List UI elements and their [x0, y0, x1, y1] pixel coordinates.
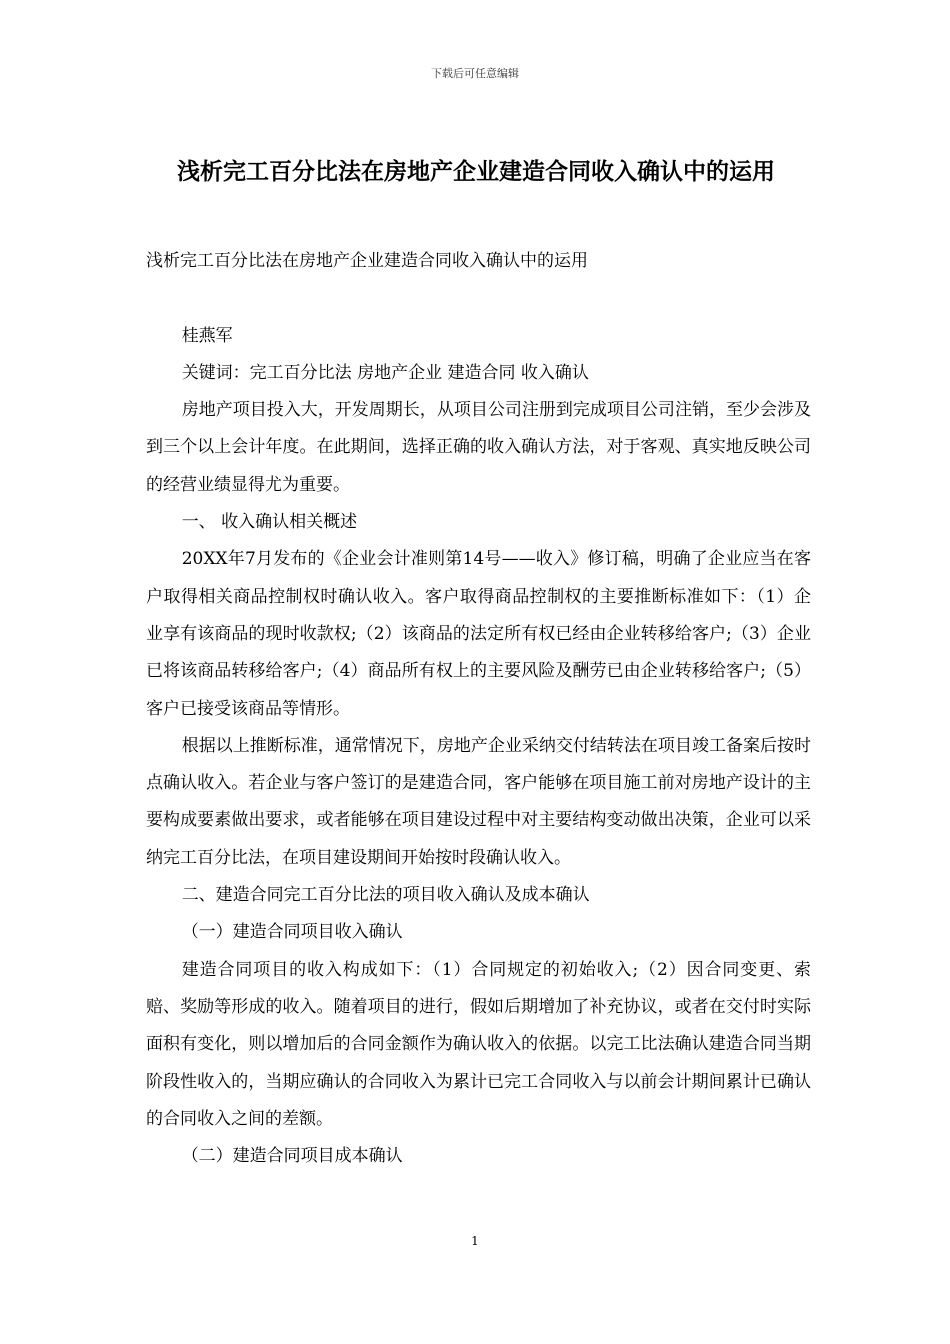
author: 桂燕军: [181, 325, 233, 346]
blank-line: [146, 280, 811, 317]
document-body: [146, 243, 811, 1175]
paragraph-intro: 房地产项目投入大，开发周期长，从项目公司注册到完成项目公司注销，至少会涉及到三个以上会计年度。在此期间，选择正确的收入确认方法，对于客观、真实地反映公司的经营业绩显得尤为重要。: [146, 400, 811, 495]
subtitle: 浅析完工百分比法在房地产企业建造合同收入确认中的运用: [146, 251, 588, 271]
paragraph-section1-1: 20XX年7月发布的《企业会计准则第14号——收入》修订稿，明确了企业应当在客户取得相关商品控制权时确认收入。客户取得商品控制权的主要推断标准如下：（1）企业享有该商品的现时收款权;（2）该商品的法定所有权已经由企业转移给客户;（3）企业已将该商品转移给客户;（4）商品所有权上的主要风险及酬劳已由企业转移给客户;（5）客户已接受该商品等情形。: [146, 549, 811, 719]
page-number: 1: [471, 1234, 479, 1248]
header-note: 下载后可任意编辑: [431, 67, 519, 80]
subsection-heading-1: （一）建造合同项目收入确认: [181, 922, 403, 943]
section-heading-2: 二、建造合同完工百分比法的项目收入确认及成本确认: [181, 885, 590, 906]
paragraph-section2-1: 建造合同项目的收入构成如下：（1）合同规定的初始收入;（2）因合同变更、索赔、奖励等形成的收入。随着项目的进行，假如后期增加了补充协议，或者在交付时实际面积有变化，则以增加后的合同金额作为确认收入的依据。以完工比法确认建造合同当期阶段性收入的，当期应确认的合同收入为累计已完工合同收入与以前会计期间累计已确认的合同收入之间的差额。: [146, 959, 811, 1129]
subsection-heading-2: （二）建造合同项目成本确认: [181, 1146, 403, 1167]
document-title: 浅析完工百分比法在房地产企业建造合同收入确认中的运用: [177, 159, 775, 185]
keywords: 关键词：完工百分比法 房地产企业 建造合同 收入确认: [181, 362, 589, 383]
section-heading-1: 一、 收入确认相关概述: [181, 512, 358, 533]
paragraph-section1-2: 根据以上推断标准，通常情况下，房地产企业采纳交付结转法在项目竣工备案后按时点确认收入。若企业与客户签订的是建造合同，客户能够在项目施工前对房地产设计的主要构成要素做出要求，或者能够在项目建设过程中对主要结构变动做出决策，企业可以采纳完工百分比法，在项目建设期间开始按时段确认收入。: [146, 735, 811, 868]
